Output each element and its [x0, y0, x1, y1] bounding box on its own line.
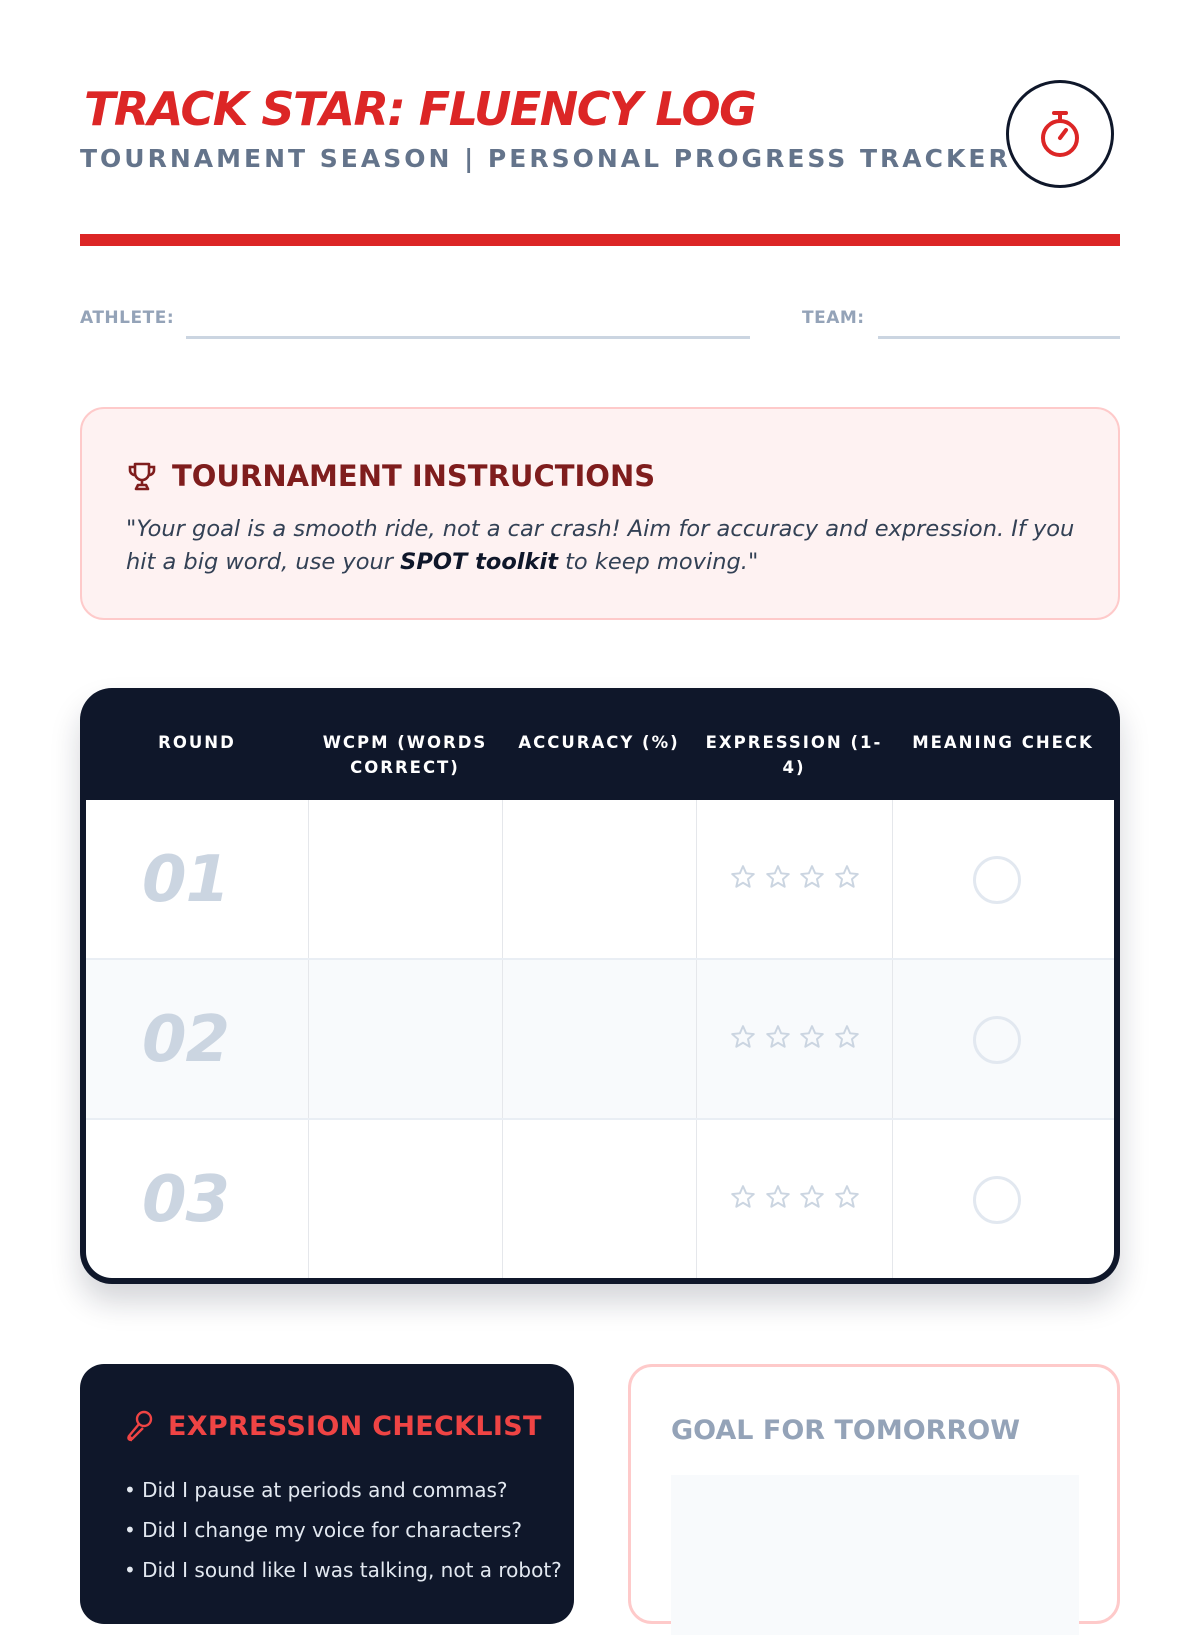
instructions-card: [80, 407, 1120, 620]
table-row: [86, 960, 1114, 1120]
round-number: 01: [142, 843, 230, 917]
wcpm-cell[interactable]: [309, 800, 502, 958]
checklist-title: EXPRESSION CHECKLIST: [168, 1410, 542, 1442]
goal-title: GOAL FOR TOMORROW: [671, 1415, 1020, 1446]
athlete-field[interactable]: [186, 336, 750, 339]
athlete-label: ATHLETE:: [80, 308, 175, 328]
checklist-header: [124, 1410, 542, 1442]
meaning-check-circle[interactable]: [973, 1176, 1021, 1224]
star-icon[interactable]: [730, 864, 756, 890]
checklist-items: [124, 1470, 562, 1590]
instructions-text-part2: to keep moving.": [557, 549, 759, 575]
star-icon[interactable]: [799, 864, 825, 890]
table-row: [86, 800, 1114, 960]
round-number: 03: [142, 1163, 230, 1237]
table-header: [86, 694, 1114, 800]
star-icon[interactable]: [730, 1184, 756, 1210]
column-header-wcpm: WCPM (WORDS CORRECT): [322, 733, 488, 777]
column-divider: [892, 960, 893, 1118]
star-icon[interactable]: [765, 1184, 791, 1210]
expression-rating[interactable]: [730, 1184, 860, 1210]
column-divider: [696, 800, 697, 958]
page-title: TRACK STAR: FLUENCY LOG: [84, 82, 756, 136]
accuracy-cell[interactable]: [503, 960, 696, 1118]
microphone-icon: [124, 1410, 154, 1442]
star-icon[interactable]: [799, 1184, 825, 1210]
expression-rating[interactable]: [730, 864, 860, 890]
team-field[interactable]: [878, 336, 1120, 339]
accuracy-cell[interactable]: [503, 800, 696, 958]
column-divider: [696, 960, 697, 1118]
trophy-icon: [126, 460, 158, 492]
list-item: • Did I change my voice for characters?: [124, 1510, 562, 1550]
spot-toolkit-emphasis: SPOT toolkit: [400, 549, 558, 575]
header-divider: [80, 234, 1120, 246]
list-item: • Did I sound like I was talking, not a robot?: [124, 1550, 562, 1590]
column-divider: [892, 800, 893, 958]
stopwatch-icon: [1037, 109, 1083, 159]
accuracy-cell[interactable]: [503, 1120, 696, 1278]
round-number: 02: [142, 1003, 230, 1077]
goal-input[interactable]: [671, 1475, 1079, 1635]
column-divider: [892, 1120, 893, 1278]
table-body: [86, 800, 1114, 1278]
meaning-check-circle[interactable]: [973, 856, 1021, 904]
instructions-text: [126, 513, 1086, 579]
expression-checklist-card: [80, 1364, 574, 1624]
team-label: TEAM:: [802, 308, 865, 328]
star-icon[interactable]: [834, 1024, 860, 1050]
progress-table: [80, 688, 1120, 1284]
meaning-check-circle[interactable]: [973, 1016, 1021, 1064]
star-icon[interactable]: [834, 864, 860, 890]
expression-rating[interactable]: [730, 1024, 860, 1050]
column-header-expression: EXPRESSION (1-4): [705, 733, 883, 777]
wcpm-cell[interactable]: [309, 960, 502, 1118]
wcpm-cell[interactable]: [309, 1120, 502, 1278]
table-row: [86, 1120, 1114, 1278]
column-header-meaning-check: MEANING CHECK: [912, 733, 1094, 752]
column-header-accuracy: ACCURACY (%): [518, 733, 680, 752]
star-icon[interactable]: [834, 1184, 860, 1210]
star-icon[interactable]: [799, 1024, 825, 1050]
column-header-round: ROUND: [158, 733, 236, 752]
star-icon[interactable]: [730, 1024, 756, 1050]
timer-badge[interactable]: [1006, 80, 1114, 188]
column-divider: [696, 1120, 697, 1278]
page-subtitle: TOURNAMENT SEASON | PERSONAL PROGRESS TRACKER: [80, 144, 1011, 173]
goal-card: [628, 1364, 1120, 1624]
instructions-title: TOURNAMENT INSTRUCTIONS: [172, 459, 656, 493]
instructions-text-part1: "Your goal is a smooth ride, not a car crash! Aim for accuracy and expression. If you hit a big word, use your: [126, 516, 1075, 575]
star-icon[interactable]: [765, 1024, 791, 1050]
instructions-header: [126, 459, 655, 493]
star-icon[interactable]: [765, 864, 791, 890]
list-item: • Did I pause at periods and commas?: [124, 1470, 562, 1510]
